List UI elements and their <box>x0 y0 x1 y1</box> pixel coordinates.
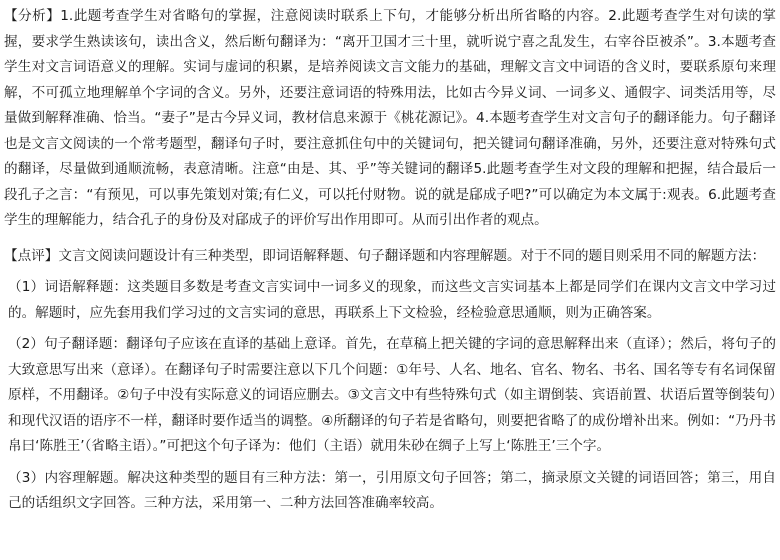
word-explanation-item: （1）词语解释题：这类题目多数是考查文言实词中一词多义的现象，而这些文言实词基本上都是同学们在课内文言文中学习过的。解题时，应先套用我们学习过的文言实词的意思，再联系上下文检验，经检验意思通顺，则为正确答案。 <box>8 279 776 321</box>
analysis-paragraph <box>4 4 776 234</box>
comment-text: 文言文阅读问题设计有三种类型，即词语解释题、句子翻译题和内容理解题。对于不同的题目则采用不同的解题方法： <box>58 247 766 264</box>
analysis-tag: 【分析】 <box>4 8 61 24</box>
comment-tag: 【点评】 <box>4 247 59 264</box>
content-understanding-item: （3）内容理解题。解决这种类型的题目有三种方法：第一，引用原文句子回答；第二，摘录原文关键的词语回答；第三，用自己的话组织文字回答。三种方法，采用第一、二种方法回答准确率较高。 <box>8 469 776 511</box>
analysis-text: 1.此题考查学生对省略句的掌握，注意阅读时联系上下句，才能够分析出所省略的内容。2.此题考查学生对句读的掌握，要求学生熟读该句，读出含义，然后断句翻译为：“离开卫国才三十里，就听说宁喜之乱发生，右宰谷臣被杀”。3.本题考查学生对文言词语意义的理解。实词与虚词的积累，是培养阅读文言文能力的基础，理解文言文中词语的含义时，要联系原句来理解，不可孤立地理解单个字词的含义。另外，还要注意词语的特殊用法，比如古今异义词、一词多义、通假字、词类活用等，尽量做到解释准确、恰当。“妻子”是古今异义词，教材信息来源于《桃花源记》。4.本题考查学生对文言句子的翻译能力。句子翻译也是文言文阅读的一个常考题型，翻译句子时，要注意抓住句中的关键词句，把关键词句翻译准确，另外，还要注意对特殊句式的翻译，尽量做到通顺流畅，表意清晰。注意“由是、其、乎”等关键词的翻译5.此题考查学生对文段的理解和把握，结合最后一段孔子之言：“有预见，可以事先策划对策;有仁义，可以托付财物。说的就是郈成子吧?”可以确定为本文属于:观表。6.此题考查学生的理解能力，结合孔子的身份及对郈成子的评价写出作用即可。从而引出作者的观点。 <box>4 8 777 228</box>
sentence-translation-item: （2）句子翻译题：翻译句子应该在直译的基础上意译。首先，在草稿上把关键的字词的意思解释出来（直译）；然后，将句子的大致意思写出来（意译）。在翻译句子时需要注意以下几个问题：①年号、人名、地名、官名、物名、书名、国名等专有名词保留原样，不用翻译。②句子中没有实际意义的词语应删去。③文言文中有些特殊句式（如主谓倒装、宾语前置、状语后置等倒装句）和现代汉语的语序不一样，翻译时要作适当的调整。④所翻译的句子若是省略句，则要把省略了的成份增补出来。例如：“乃丹书帛曰‘陈胜王’（省略主语）。”可把这个句子译为：他们（主语）就用朱砂在绸子上写上‘陈胜王’三个字。 <box>8 336 776 454</box>
comment-paragraph <box>4 244 776 270</box>
